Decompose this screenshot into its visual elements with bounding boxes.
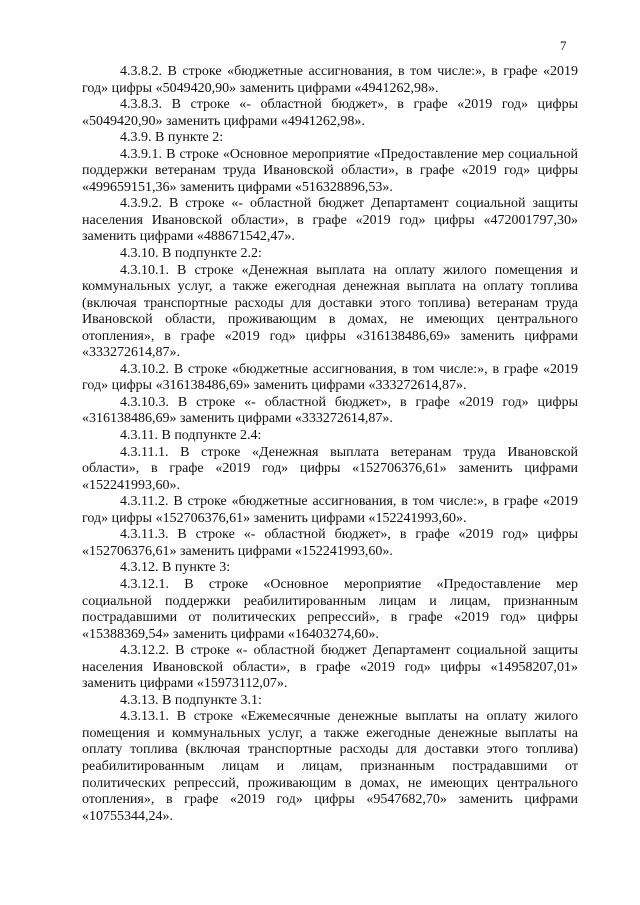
- paragraph-4-3-12: 4.3.12. В пункте 3:: [120, 560, 231, 576]
- paragraph-4-3-12-1: 4.3.12.1. В строке «Основное мероприятие «Предоставление мер социальной поддержки реабилитированным лицам и лицам, признанным пострадавшими от политических репрессий», в графе «2019 год» цифры «15388369,54» заменить цифрами «16403274,60».: [82, 576, 578, 642]
- paragraph-4-3-11-2: 4.3.11.2. В строке «бюджетные ассигнования, в том числе:», в графе «2019 год» цифры «152706376,61» заменить цифрами «152241993,60».: [82, 494, 578, 526]
- paragraph-4-3-11: 4.3.11. В подпункте 2.4:: [120, 428, 262, 444]
- paragraph-4-3-13: 4.3.13. В подпункте 3.1:: [120, 692, 262, 708]
- paragraph-4-3-10-1: 4.3.10.1. В строке «Денежная выплата на оплату жилого помещения и коммунальных услуг, а также ежегодная денежная выплата на оплату топлива (включая транспортные расходы для доставки этого топлива) ветеранам труда Ивановской области, проживающим в домах, не имеющих центрального отопления», в графе «2019 год» цифры «316138486,69» заменить цифрами «333272614,87».: [82, 262, 578, 361]
- paragraph-4-3-11-1: 4.3.11.1. В строке «Денежная выплата ветеранам труда Ивановской области», в графе «2019 год» цифры «152706376,61» заменить цифрами «152241993,60».: [82, 444, 578, 493]
- paragraph-4-3-10-2: 4.3.10.2. В строке «бюджетные ассигнования, в том числе:», в графе «2019 год» цифры «316138486,69» заменить цифрами «333272614,87».: [82, 361, 578, 394]
- paragraph-4-3-10: 4.3.10. В подпункте 2.2:: [120, 246, 262, 262]
- paragraph-4-3-9-1: 4.3.9.1. В строке «Основное мероприятие «Предоставление мер социальной поддержки ветеранам труда Ивановской области», в графе «2019 год» цифры «499659151,36» заменить цифрами «516328896,53».: [82, 146, 578, 195]
- paragraph-4-3-8-2: 4.3.8.2. В строке «бюджетные ассигнования, в том числе:», в графе «2019 год» цифры «5049420,90» заменить цифрами «4941262,98».: [82, 64, 578, 96]
- paragraph-4-3-9-2: 4.3.9.2. В строке «- областной бюджет Департамент социальной защиты населения Ивановской области», в графе «2019 год» цифры «472001797,30» заменить цифрами «488671542,47».: [82, 196, 578, 245]
- paragraph-4-3-9: 4.3.9. В пункте 2:: [120, 130, 224, 146]
- document-body: [82, 64, 578, 825]
- paragraph-4-3-11-3: 4.3.11.3. В строке «- областной бюджет», в графе «2019 год» цифры «152706376,61» заменить цифрами «152241993,60».: [82, 527, 578, 559]
- paragraph-4-3-8-3: 4.3.8.3. В строке «- областной бюджет», в графе «2019 год» цифры «5049420,90» заменить цифрами «4941262,98».: [82, 97, 578, 129]
- paragraph-4-3-10-3: 4.3.10.3. В строке «- областной бюджет», в графе «2019 год» цифры «316138486,69» заменить цифрами «333272614,87».: [82, 394, 578, 427]
- paragraph-4-3-13-1: 4.3.13.1. В строке «Ежемесячные денежные выплаты на оплату жилого помещения и коммунальных услуг, а также ежегодные денежные выплаты на оплату топлива (включая транспортные расходы для доставки этого топлива) реабилитированным лицам и лицам, признанным пострадавшими от политических репрессий, проживающим в домах, не имеющих центрального отопления», в графе «2019 год» цифры «9547682,70» заменить цифрами «10755344,24».: [82, 709, 578, 824]
- page-number: 7: [560, 38, 567, 53]
- paragraph-4-3-12-2: 4.3.12.2. В строке «- областной бюджет Департамент социальной защиты населения Ивановской области», в графе «2019 год» цифры «14958207,01» заменить цифрами «15973112,07».: [82, 643, 578, 692]
